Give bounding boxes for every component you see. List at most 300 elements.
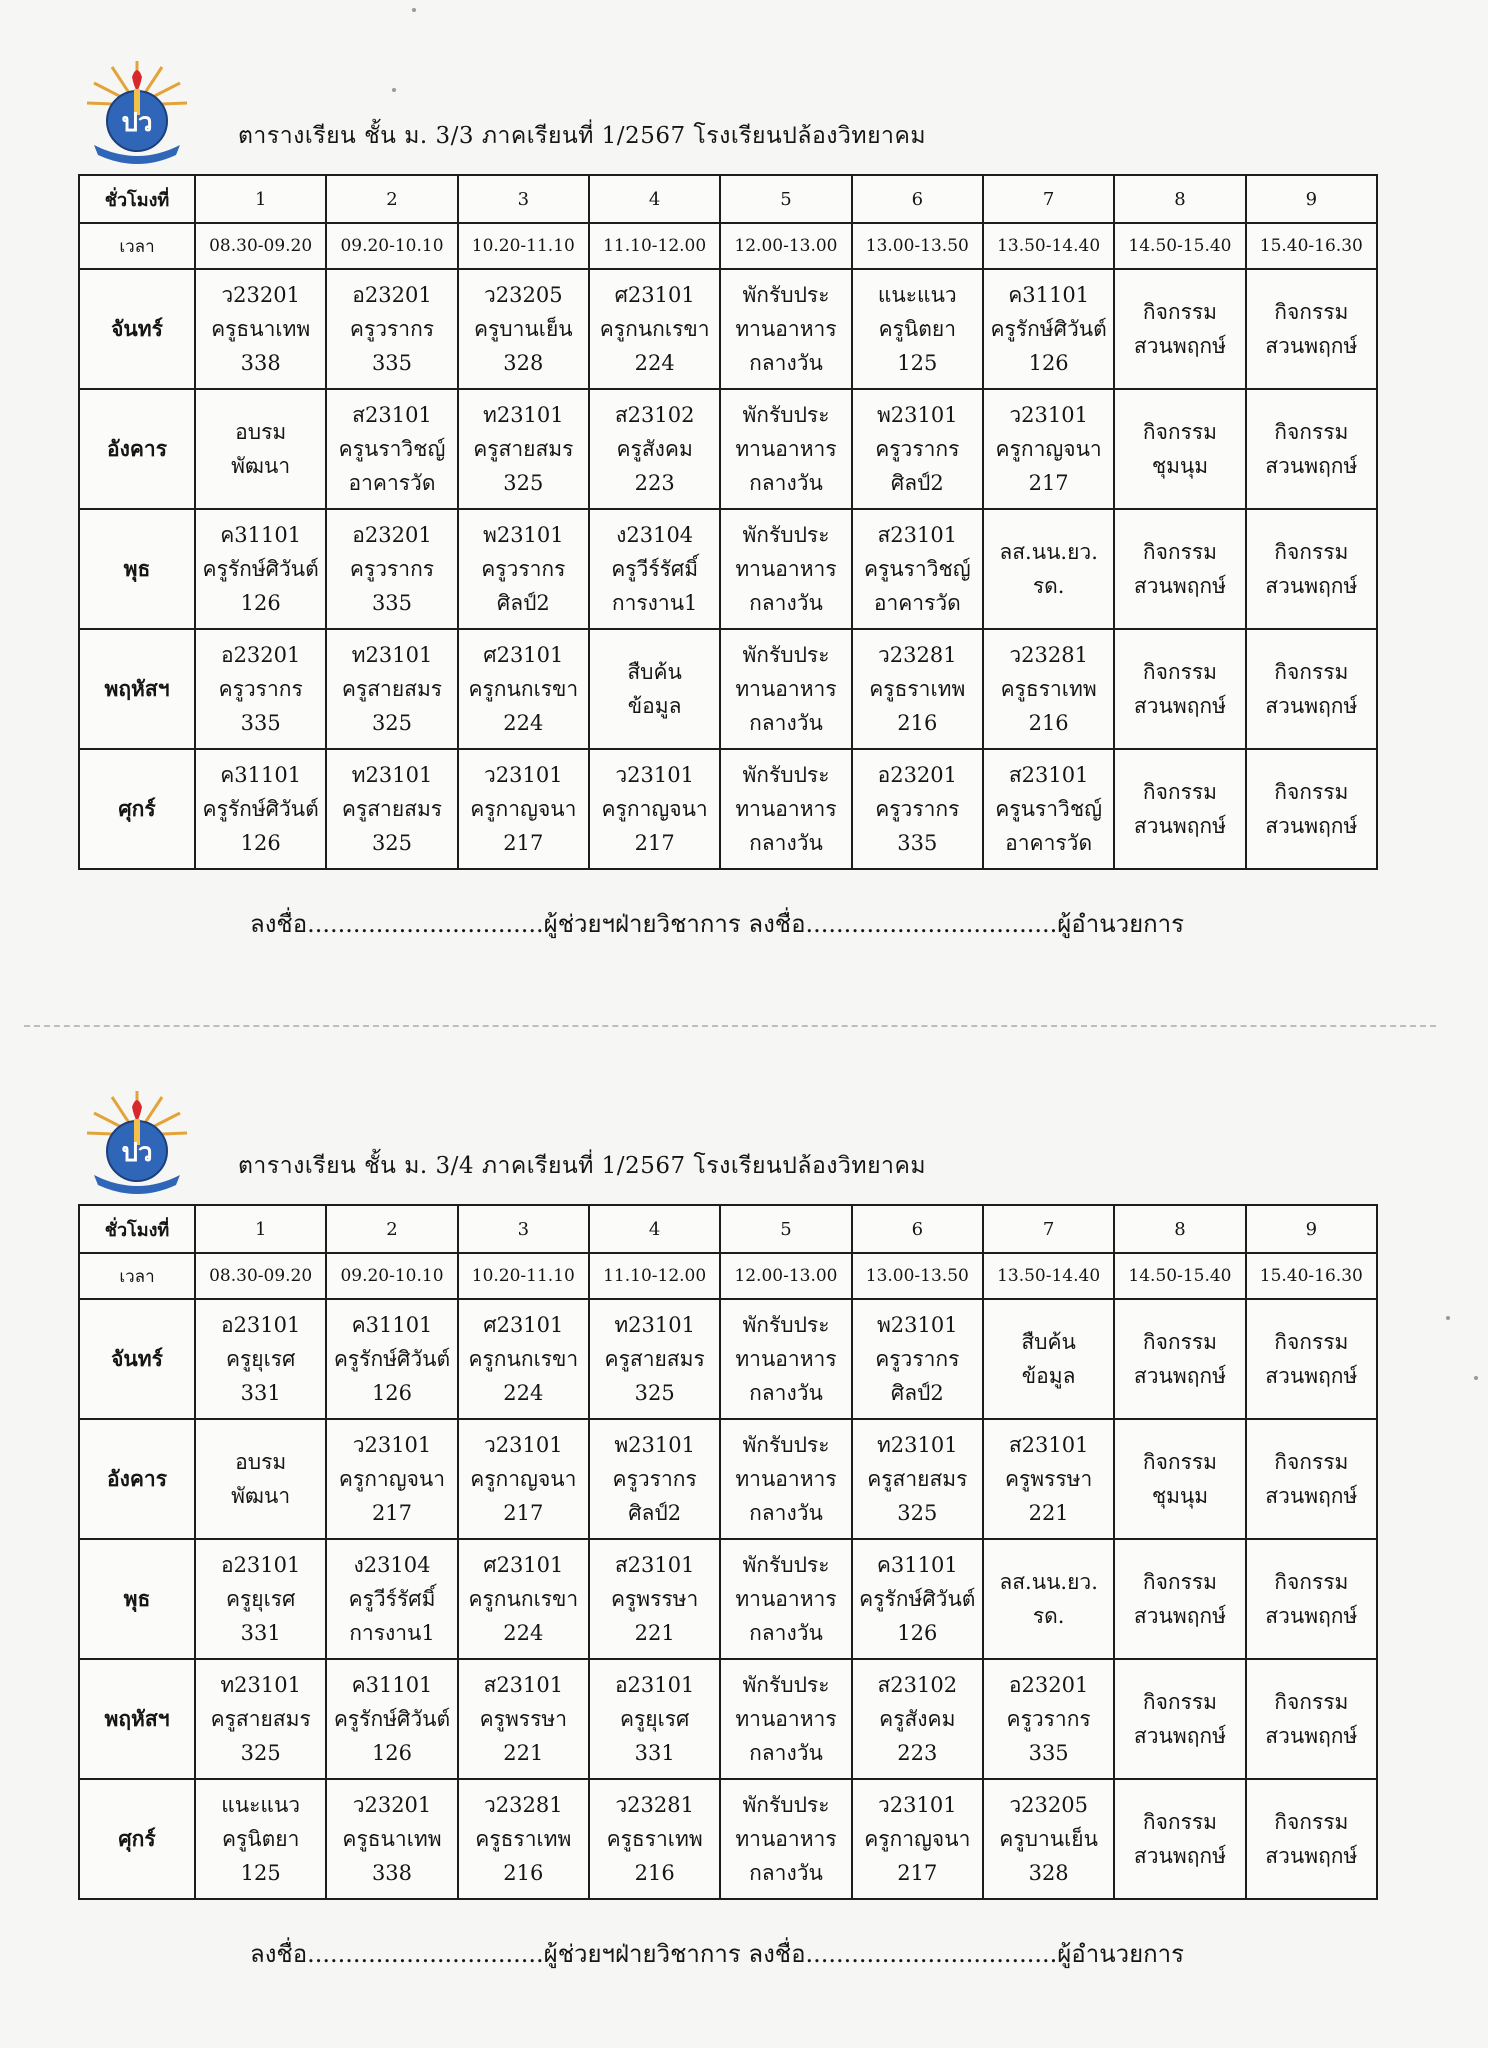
cell-text: สวนพฤกษ์ bbox=[1265, 1484, 1358, 1508]
time-label: เวลา bbox=[79, 1253, 195, 1299]
cell-text: ชุมนุม bbox=[1151, 1484, 1209, 1508]
cell-text: กลางวัน bbox=[749, 1861, 823, 1885]
period-number: 6 bbox=[852, 1205, 983, 1253]
cell-text: ค31101 bbox=[220, 763, 302, 787]
cell-text: ลส.นน.ยว. bbox=[999, 540, 1098, 564]
cell-text: ว23201 bbox=[352, 1793, 432, 1817]
cell-text: กิจกรรม bbox=[1142, 300, 1218, 324]
schedule-cell bbox=[195, 1539, 326, 1659]
schedule-cell bbox=[326, 389, 457, 509]
cell-text: ครูยุเรศ bbox=[225, 1347, 296, 1371]
cell-text: ครูนิตยา bbox=[221, 1827, 300, 1851]
schedule-cell bbox=[195, 629, 326, 749]
cell-text: กลางวัน bbox=[749, 1381, 823, 1405]
cell-text: ครูบานเย็น bbox=[473, 317, 573, 341]
cell-text: 331 bbox=[240, 1381, 281, 1405]
cell-text: กิจกรรม bbox=[1142, 540, 1218, 564]
time-slot: 11.10-12.00 bbox=[589, 1253, 720, 1299]
period-number: 4 bbox=[589, 1205, 720, 1253]
schedule-cell bbox=[1114, 389, 1245, 509]
period-header-row bbox=[79, 175, 1377, 223]
cell-text: กลางวัน bbox=[749, 831, 823, 855]
cell-text: 221 bbox=[1028, 1501, 1069, 1525]
cell-text: 216 bbox=[1028, 711, 1069, 735]
schedule-cell bbox=[1246, 1299, 1377, 1419]
time-slot: 12.00-13.00 bbox=[720, 1253, 851, 1299]
cell-text: ทานอาหาร bbox=[735, 1827, 837, 1851]
schedule-cell bbox=[1114, 1659, 1245, 1779]
cell-text: ครูพรรษา bbox=[1004, 1467, 1093, 1491]
schedule-cell bbox=[852, 269, 983, 389]
day-row bbox=[79, 629, 1377, 749]
cell-text: 221 bbox=[634, 1621, 675, 1645]
cell-text: 126 bbox=[371, 1741, 413, 1765]
cell-text: กิจกรรม bbox=[1274, 1690, 1349, 1714]
cell-text: ค31101 bbox=[876, 1553, 958, 1577]
cell-text: สืบค้น bbox=[627, 660, 682, 684]
cell-text: อาคารวัด bbox=[348, 471, 436, 495]
cell-text: ทานอาหาร bbox=[735, 557, 837, 581]
cell-text: ส23101 bbox=[352, 403, 432, 427]
cell-text: ครูวีร์รัศมิ์ bbox=[611, 557, 699, 581]
cell-text: สวนพฤกษ์ bbox=[1265, 574, 1358, 598]
time-slot: 13.50-14.40 bbox=[983, 1253, 1114, 1299]
period-header-label: ชั่วโมงที่ bbox=[79, 175, 195, 223]
cell-text: 325 bbox=[371, 711, 413, 735]
cell-text: กิจกรรม bbox=[1142, 1450, 1218, 1474]
cell-text: ค31101 bbox=[1008, 283, 1090, 307]
schedule-cell bbox=[195, 389, 326, 509]
cell-text: ข้อมูล bbox=[627, 694, 682, 718]
cell-text: ทานอาหาร bbox=[735, 1707, 837, 1731]
cell-text: พ23101 bbox=[876, 403, 958, 427]
day-label: ศุกร์ bbox=[79, 749, 195, 869]
cell-text: ศ23101 bbox=[614, 283, 695, 307]
cell-text: 331 bbox=[240, 1621, 281, 1645]
schedule-cell bbox=[326, 1419, 457, 1539]
cell-text: อ23101 bbox=[614, 1673, 695, 1697]
cell-text: ครูวรากร bbox=[875, 1347, 960, 1371]
cell-text: 126 bbox=[371, 1381, 413, 1405]
cell-text: กิจกรรม bbox=[1274, 540, 1349, 564]
cell-text: ครูวรากร bbox=[218, 677, 303, 701]
schedule-cell bbox=[1246, 1659, 1377, 1779]
svg-text:ปว: ปว bbox=[121, 108, 153, 138]
schedule-cell bbox=[195, 269, 326, 389]
schedule-cell bbox=[326, 269, 457, 389]
day-row bbox=[79, 1299, 1377, 1419]
cell-text: อ23201 bbox=[1008, 1673, 1089, 1697]
day-row bbox=[79, 1659, 1377, 1779]
schedule-cell bbox=[589, 629, 720, 749]
day-label: อังคาร bbox=[79, 1419, 195, 1539]
cell-text: สวนพฤกษ์ bbox=[1133, 1724, 1226, 1748]
cell-text: 325 bbox=[634, 1381, 675, 1405]
day-row bbox=[79, 1539, 1377, 1659]
cell-text: 335 bbox=[371, 351, 413, 375]
time-slot: 15.40-16.30 bbox=[1246, 223, 1377, 269]
cell-text: 335 bbox=[897, 831, 938, 855]
cell-text: 328 bbox=[1028, 1861, 1069, 1885]
cell-text: ครูรักษ์ศิวันต์ bbox=[202, 797, 319, 821]
cell-text: พักรับประ bbox=[742, 763, 830, 787]
cell-text: ว23205 bbox=[484, 283, 563, 307]
cell-text: ครูกาญจนา bbox=[338, 1467, 446, 1491]
cell-text: ว23281 bbox=[1009, 643, 1088, 667]
time-slot: 13.00-13.50 bbox=[852, 1253, 983, 1299]
cell-text: ครูธนาเทพ bbox=[342, 1827, 442, 1851]
cell-text: ท23101 bbox=[351, 643, 433, 667]
cell-text: อ23201 bbox=[352, 283, 432, 307]
period-number: 3 bbox=[458, 1205, 589, 1253]
period-number: 2 bbox=[326, 175, 457, 223]
cell-text: ครูวีร์รัศมิ์ bbox=[348, 1587, 436, 1611]
cell-text: ครูธราเทพ bbox=[606, 1827, 703, 1851]
cell-text: 126 bbox=[897, 1621, 938, 1645]
cell-text: ส23101 bbox=[483, 1673, 564, 1697]
cell-text: 331 bbox=[634, 1741, 675, 1765]
schedule-cell bbox=[720, 749, 851, 869]
schedule-cell bbox=[1246, 269, 1377, 389]
cell-text: กิจกรรม bbox=[1142, 1810, 1218, 1834]
cell-text: ว23281 bbox=[878, 643, 957, 667]
day-label: พฤหัสฯ bbox=[79, 1659, 195, 1779]
cell-text: กิจกรรม bbox=[1274, 780, 1349, 804]
schedule-cell bbox=[1114, 269, 1245, 389]
cell-text: ครูกนกเรขา bbox=[468, 1347, 579, 1371]
cell-text: กิจกรรม bbox=[1142, 1330, 1218, 1354]
cell-text: กิจกรรม bbox=[1142, 780, 1218, 804]
cell-text: 325 bbox=[503, 471, 544, 495]
schedule-cell bbox=[326, 509, 457, 629]
day-label: พุธ bbox=[79, 1539, 195, 1659]
cell-text: สวนพฤกษ์ bbox=[1265, 1604, 1358, 1628]
cell-text: พักรับประ bbox=[742, 523, 830, 547]
cell-text: 223 bbox=[634, 471, 675, 495]
cell-text: ครูนิตยา bbox=[878, 317, 957, 341]
cell-text: ครูสายสมร bbox=[341, 797, 443, 821]
cell-text: ครูกาญจนา bbox=[470, 797, 577, 821]
cell-text: 216 bbox=[634, 1861, 675, 1885]
cell-text: พักรับประ bbox=[742, 1673, 830, 1697]
cell-text: ครูกนกเรขา bbox=[468, 677, 579, 701]
cell-text: กิจกรรม bbox=[1274, 1810, 1349, 1834]
cell-text: ทานอาหาร bbox=[735, 1587, 837, 1611]
cell-text: ครูธราเทพ bbox=[869, 677, 966, 701]
cell-text: ส23101 bbox=[877, 523, 958, 547]
cell-text: พ23101 bbox=[876, 1313, 958, 1337]
cell-text: พักรับประ bbox=[742, 1313, 830, 1337]
schedule-cell bbox=[983, 749, 1114, 869]
schedule-cell bbox=[326, 1779, 457, 1899]
day-label: อังคาร bbox=[79, 389, 195, 509]
schedule-cell bbox=[326, 1659, 457, 1779]
schedule-cell bbox=[983, 389, 1114, 509]
schedule-cell bbox=[720, 1779, 851, 1899]
schedule-cell bbox=[852, 1659, 983, 1779]
cell-text: กิจกรรม bbox=[1274, 1570, 1349, 1594]
schedule-cell bbox=[458, 1419, 589, 1539]
cell-text: กิจกรรม bbox=[1142, 660, 1218, 684]
period-number: 8 bbox=[1114, 175, 1245, 223]
cell-text: 335 bbox=[1028, 1741, 1069, 1765]
cell-text: กิจกรรม bbox=[1142, 420, 1218, 444]
schedule-cell bbox=[720, 629, 851, 749]
cell-text: ว23281 bbox=[484, 1793, 563, 1817]
schedule-cell bbox=[720, 1659, 851, 1779]
cell-text: ศ23101 bbox=[483, 1553, 564, 1577]
cell-text: 223 bbox=[897, 1741, 938, 1765]
schedule-cell bbox=[195, 1419, 326, 1539]
timetable-table bbox=[78, 1204, 1378, 1900]
schedule-cell bbox=[458, 389, 589, 509]
cell-text: อ23101 bbox=[220, 1313, 301, 1337]
cell-text: ค31101 bbox=[220, 523, 302, 547]
cell-text: ครูกาญจนา bbox=[601, 797, 708, 821]
time-slot: 15.40-16.30 bbox=[1246, 1253, 1377, 1299]
cell-text: พักรับประ bbox=[742, 1553, 830, 1577]
cell-text: ครูสังคม bbox=[616, 437, 693, 461]
schedule-cell bbox=[1114, 1299, 1245, 1419]
period-number: 1 bbox=[195, 1205, 326, 1253]
cell-text: ครูพรรษา bbox=[610, 1587, 699, 1611]
cell-text: ว23101 bbox=[878, 1793, 957, 1817]
cell-text: ครูรักษ์ศิวันต์ bbox=[990, 317, 1107, 341]
cell-text: ครูสายสมร bbox=[473, 437, 574, 461]
page-divider bbox=[24, 1025, 1436, 1027]
cell-text: พักรับประ bbox=[742, 1793, 830, 1817]
cell-text: อ23201 bbox=[877, 763, 958, 787]
cell-text: ครูวรากร bbox=[481, 557, 566, 581]
schedule-cell bbox=[458, 629, 589, 749]
cell-text: สวนพฤกษ์ bbox=[1133, 814, 1226, 838]
schedule-cell bbox=[195, 1299, 326, 1419]
cell-text: 217 bbox=[634, 831, 675, 855]
schedule-cell bbox=[983, 1299, 1114, 1419]
schedule-cell bbox=[852, 509, 983, 629]
cell-text: สวนพฤกษ์ bbox=[1265, 694, 1358, 718]
schedule-cell bbox=[589, 509, 720, 629]
cell-text: กิจกรรม bbox=[1142, 1690, 1218, 1714]
cell-text: 325 bbox=[897, 1501, 938, 1525]
cell-text: ท23101 bbox=[482, 403, 564, 427]
day-label: จันทร์ bbox=[79, 1299, 195, 1419]
cell-text: สวนพฤกษ์ bbox=[1265, 1844, 1358, 1868]
schedule-cell bbox=[1114, 1539, 1245, 1659]
cell-text: รด. bbox=[1032, 1604, 1065, 1628]
schedule-cell bbox=[852, 389, 983, 509]
cell-text: การงาน1 bbox=[349, 1621, 435, 1645]
cell-text: พักรับประ bbox=[742, 643, 830, 667]
schedule-cell bbox=[852, 1779, 983, 1899]
cell-text: 126 bbox=[240, 591, 281, 615]
schedule-cell bbox=[852, 1419, 983, 1539]
cell-text: กลางวัน bbox=[749, 351, 823, 375]
period-number: 8 bbox=[1114, 1205, 1245, 1253]
cell-text: กลางวัน bbox=[749, 1621, 823, 1645]
cell-text: อ23201 bbox=[220, 643, 301, 667]
cell-text: 217 bbox=[1028, 471, 1069, 495]
schedule-cell bbox=[589, 1539, 720, 1659]
signature-line: ลงชื่อ...............................ผู้ช่วยฯฝ่ายวิชาการ ลงชื่อ.................................ผู้อำนวยการ bbox=[250, 1940, 1185, 1968]
cell-text: 126 bbox=[1028, 351, 1069, 375]
schedule-cell bbox=[589, 389, 720, 509]
cell-text: 216 bbox=[897, 711, 938, 735]
cell-text: ครูสายสมร bbox=[210, 1707, 311, 1731]
time-label: เวลา bbox=[79, 223, 195, 269]
cell-text: กลางวัน bbox=[749, 711, 823, 735]
cell-text: ครูนราวิชญ์ bbox=[863, 557, 971, 581]
time-slot: 13.50-14.40 bbox=[983, 223, 1114, 269]
cell-text: สวนพฤกษ์ bbox=[1133, 334, 1226, 358]
day-row bbox=[79, 1779, 1377, 1899]
cell-text: 217 bbox=[503, 831, 544, 855]
cell-text: ท23101 bbox=[351, 763, 433, 787]
cell-text: สวนพฤกษ์ bbox=[1133, 694, 1226, 718]
cell-text: กิจกรรม bbox=[1274, 420, 1349, 444]
cell-text: ครูกาญจนา bbox=[995, 437, 1102, 461]
cell-text: ว23281 bbox=[615, 1793, 694, 1817]
cell-text: สวนพฤกษ์ bbox=[1133, 1844, 1226, 1868]
cell-text: ว23101 bbox=[352, 1433, 432, 1457]
cell-text: ครูพรรษา bbox=[479, 1707, 567, 1731]
cell-text: ครูวรากร bbox=[612, 1467, 697, 1491]
timetable-table bbox=[78, 174, 1378, 870]
day-row bbox=[79, 509, 1377, 629]
cell-text: 325 bbox=[240, 1741, 281, 1765]
schedule-cell bbox=[589, 749, 720, 869]
cell-text: อ23201 bbox=[352, 523, 432, 547]
period-number: 3 bbox=[458, 175, 589, 223]
schedule-cell bbox=[589, 1419, 720, 1539]
cell-text: ครูธนาเทพ bbox=[211, 317, 311, 341]
schedule-cell bbox=[983, 629, 1114, 749]
schedule-cell bbox=[852, 1299, 983, 1419]
cell-text: ครูรักษ์ศิวันต์ bbox=[202, 557, 319, 581]
cell-text: ศ23101 bbox=[483, 643, 564, 667]
schedule-cell bbox=[1246, 509, 1377, 629]
time-row bbox=[79, 223, 1377, 269]
time-row bbox=[79, 1253, 1377, 1299]
day-row bbox=[79, 269, 1377, 389]
period-number: 4 bbox=[589, 175, 720, 223]
period-number: 9 bbox=[1246, 175, 1377, 223]
schedule-cell bbox=[1246, 1539, 1377, 1659]
cell-text: ว23101 bbox=[615, 763, 694, 787]
period-header-row bbox=[79, 1205, 1377, 1253]
cell-text: กิจกรรม bbox=[1142, 1570, 1218, 1594]
cell-text: พ23101 bbox=[614, 1433, 695, 1457]
schedule-cell bbox=[458, 1779, 589, 1899]
time-slot: 08.30-09.20 bbox=[195, 223, 326, 269]
cell-text: ทานอาหาร bbox=[735, 1467, 837, 1491]
cell-text: ครูธราเทพ bbox=[475, 1827, 572, 1851]
schedule-cell bbox=[195, 1779, 326, 1899]
cell-text: ค31101 bbox=[351, 1673, 433, 1697]
period-number: 7 bbox=[983, 1205, 1114, 1253]
day-row bbox=[79, 389, 1377, 509]
time-slot: 11.10-12.00 bbox=[589, 223, 720, 269]
cell-text: อาคารวัด bbox=[1005, 831, 1093, 855]
cell-text: ส23102 bbox=[614, 403, 695, 427]
cell-text: อบรม bbox=[235, 420, 287, 444]
schedule-cell bbox=[720, 269, 851, 389]
cell-text: ครูกนกเรขา bbox=[599, 317, 710, 341]
cell-text: 216 bbox=[503, 1861, 544, 1885]
schedule-cell bbox=[1114, 1779, 1245, 1899]
schedule-cell bbox=[195, 1659, 326, 1779]
schedule-cell bbox=[458, 269, 589, 389]
cell-text: แนะแนว bbox=[221, 1793, 301, 1817]
cell-text: กิจกรรม bbox=[1274, 300, 1349, 324]
cell-text: พ23101 bbox=[482, 523, 564, 547]
cell-text: 224 bbox=[503, 1381, 544, 1405]
day-label: ศุกร์ bbox=[79, 1779, 195, 1899]
cell-text: ท23101 bbox=[876, 1433, 958, 1457]
cell-text: กลางวัน bbox=[749, 471, 823, 495]
schedule-cell bbox=[1246, 749, 1377, 869]
time-slot: 10.20-11.10 bbox=[458, 223, 589, 269]
schedule-cell bbox=[458, 509, 589, 629]
schedule-cell bbox=[983, 509, 1114, 629]
cell-text: 126 bbox=[240, 831, 281, 855]
cell-text: ส23101 bbox=[614, 1553, 695, 1577]
cell-text: ครูสังคม bbox=[879, 1707, 956, 1731]
day-label: พุธ bbox=[79, 509, 195, 629]
time-slot: 10.20-11.10 bbox=[458, 1253, 589, 1299]
cell-text: ครูกนกเรขา bbox=[468, 1587, 579, 1611]
cell-text: สวนพฤกษ์ bbox=[1265, 1364, 1358, 1388]
cell-text: กลางวัน bbox=[749, 1741, 823, 1765]
cell-text: ง23104 bbox=[353, 1553, 431, 1577]
cell-text: ครูกาญจนา bbox=[470, 1467, 577, 1491]
cell-text: ว23201 bbox=[221, 283, 300, 307]
period-number: 5 bbox=[720, 175, 851, 223]
schedule-cell bbox=[852, 629, 983, 749]
day-label: จันทร์ bbox=[79, 269, 195, 389]
schedule-cell bbox=[1246, 1419, 1377, 1539]
cell-text: กิจกรรม bbox=[1274, 1330, 1349, 1354]
period-number: 1 bbox=[195, 175, 326, 223]
schedule-cell bbox=[1246, 1779, 1377, 1899]
time-slot: 09.20-10.10 bbox=[326, 223, 457, 269]
schedule-cell bbox=[589, 1779, 720, 1899]
cell-text: 217 bbox=[897, 1861, 938, 1885]
cell-text: ค31101 bbox=[351, 1313, 433, 1337]
cell-text: ครูสายสมร bbox=[341, 677, 443, 701]
cell-text: ครูบานเย็น bbox=[999, 1827, 1098, 1851]
cell-text: ท23101 bbox=[614, 1313, 695, 1337]
cell-text: ทานอาหาร bbox=[735, 317, 837, 341]
cell-text: สวนพฤกษ์ bbox=[1133, 1364, 1226, 1388]
cell-text: ครูนราวิชญ์ bbox=[995, 797, 1102, 821]
schedule-cell bbox=[983, 1659, 1114, 1779]
cell-text: สวนพฤกษ์ bbox=[1265, 454, 1358, 478]
cell-text: 125 bbox=[240, 1861, 281, 1885]
cell-text: พักรับประ bbox=[742, 283, 830, 307]
schedule-cell bbox=[1246, 629, 1377, 749]
cell-text: 325 bbox=[371, 831, 413, 855]
cell-text: ครูวรากร bbox=[349, 557, 435, 581]
cell-text: ทานอาหาร bbox=[735, 1347, 837, 1371]
schedule-cell bbox=[852, 1539, 983, 1659]
schedule-cell bbox=[458, 1659, 589, 1779]
cell-text: ครูรักษ์ศิวันต์ bbox=[859, 1587, 976, 1611]
schedule-cell bbox=[326, 1299, 457, 1419]
cell-text: กลางวัน bbox=[749, 591, 823, 615]
cell-text: ครูวรากร bbox=[1006, 1707, 1091, 1731]
time-slot: 13.00-13.50 bbox=[852, 223, 983, 269]
